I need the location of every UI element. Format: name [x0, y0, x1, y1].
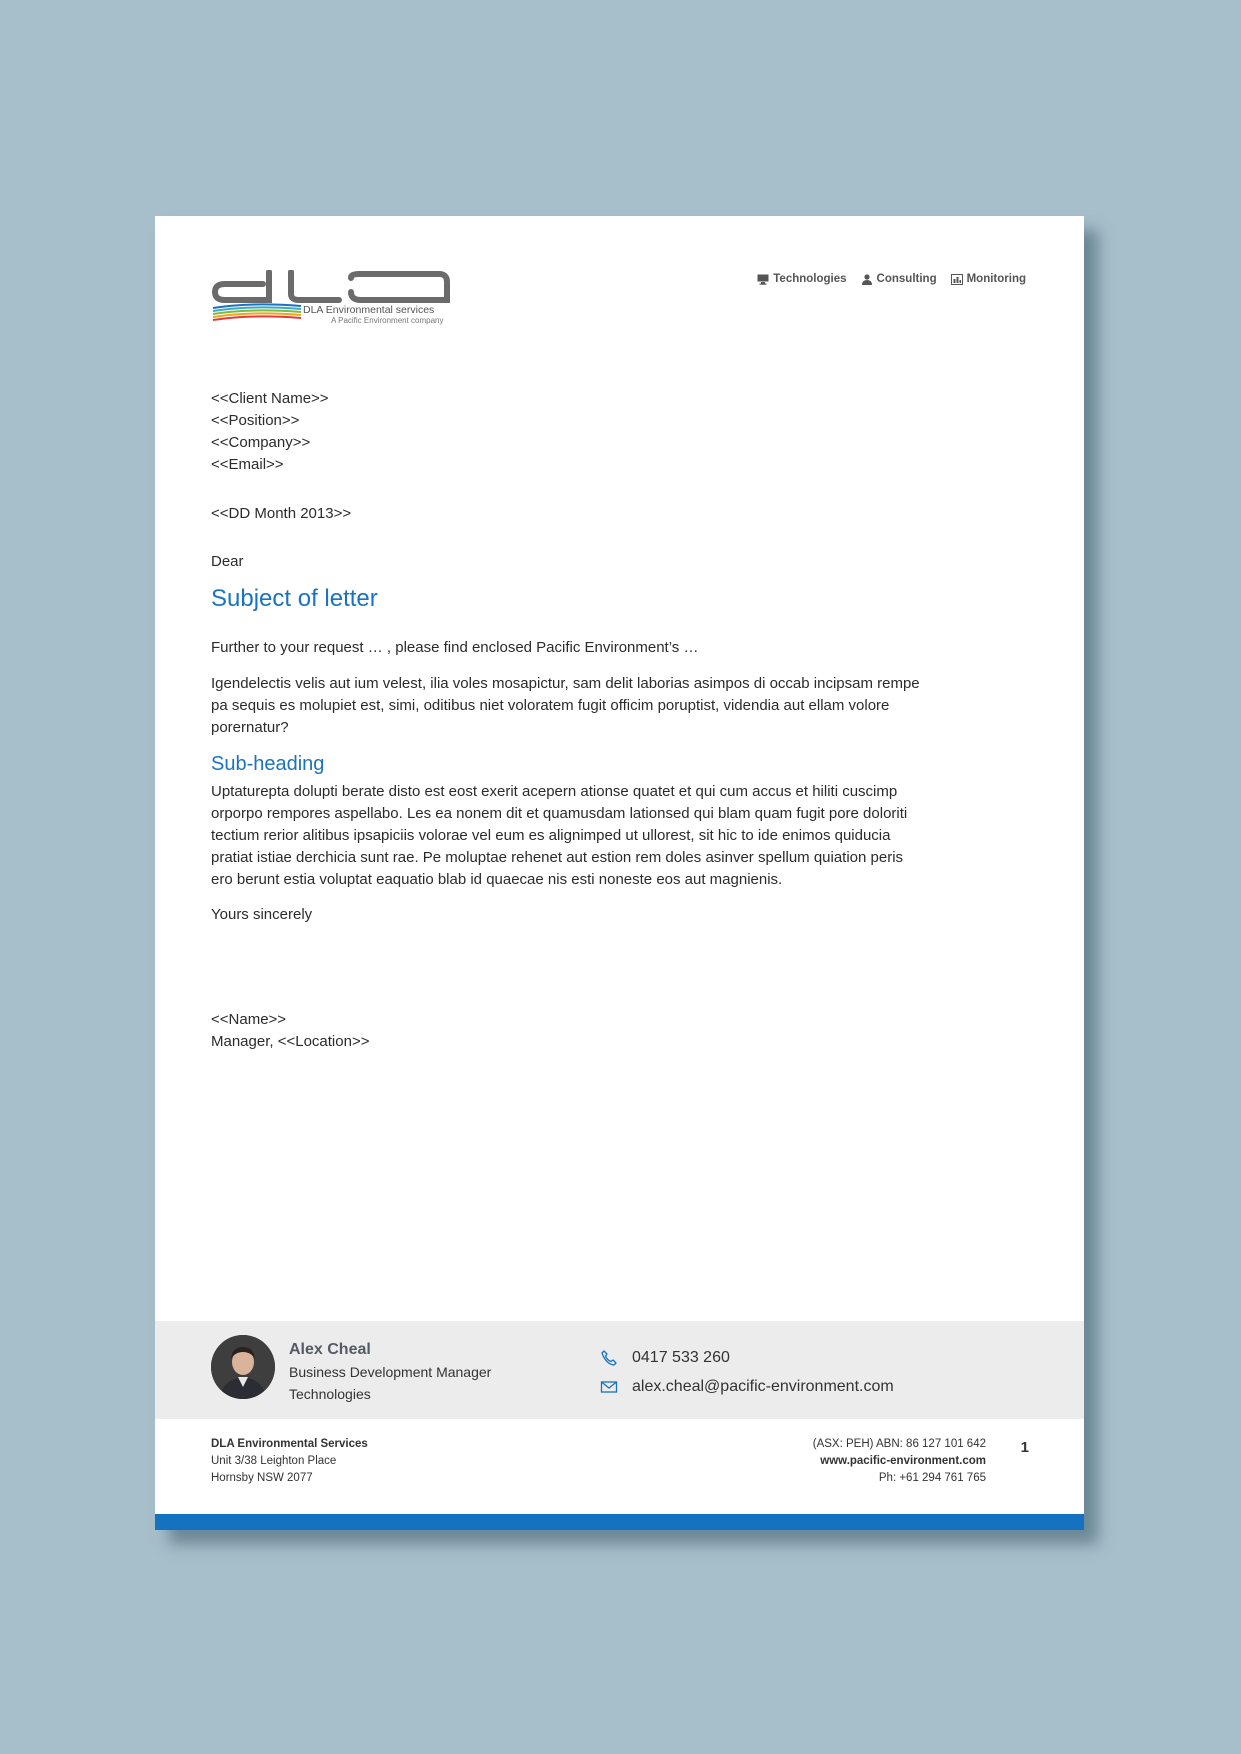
- nav-label: Monitoring: [966, 273, 1026, 285]
- service-nav: [757, 273, 1026, 285]
- chart-icon: [951, 274, 963, 285]
- contact-name: Alex Cheal: [289, 1341, 371, 1358]
- envelope-icon: [600, 1378, 618, 1396]
- contact-details: [600, 1343, 894, 1401]
- contact-person: [289, 1339, 491, 1405]
- contact-email[interactable]: alex.cheal@pacific-environment.com: [632, 1377, 894, 1395]
- contact-phone-row: [600, 1343, 894, 1372]
- signature-name: <<Name>>: [211, 1011, 287, 1028]
- page-number: 1: [1020, 1439, 1029, 1456]
- letter-content: [211, 388, 921, 1053]
- person-icon: [861, 274, 873, 285]
- contact-department: Technologies: [289, 1386, 371, 1402]
- sub-heading: Sub-heading: [211, 753, 325, 775]
- nav-item-monitoring[interactable]: [951, 273, 1026, 285]
- contact-band: [155, 1321, 1084, 1419]
- nav-label: Consulting: [876, 273, 937, 285]
- logo-tagline: DLA Environmental services: [303, 304, 435, 316]
- signature-title: Manager, <<Location>>: [211, 1033, 370, 1050]
- letter-date: <<DD Month 2013>>: [211, 505, 352, 522]
- footer-accent-bar: [155, 1514, 1084, 1530]
- footer-website[interactable]: www.pacific-environment.com: [820, 1455, 986, 1467]
- letter-subject: Subject of letter: [211, 585, 378, 612]
- footer-address: [211, 1436, 368, 1487]
- contact-role: Business Development Manager: [289, 1364, 492, 1380]
- recipient-position: <<Position>>: [211, 412, 300, 429]
- contact-email-row: [600, 1372, 894, 1401]
- footer-company: DLA Environmental Services: [211, 1438, 368, 1450]
- letter-page: [155, 216, 1084, 1530]
- paragraph-intro: Further to your request … , please find enclosed Pacific Environment’s …: [211, 639, 699, 656]
- closing: Yours sincerely: [211, 906, 313, 923]
- nav-item-consulting[interactable]: [861, 273, 937, 285]
- recipient-company: <<Company>>: [211, 434, 311, 451]
- recipient-name: <<Client Name>>: [211, 390, 329, 407]
- logo-subtagline: A Pacific Environment company: [331, 316, 444, 325]
- footer-phone: Ph: +61 294 761 765: [878, 1472, 986, 1484]
- footer-details: [813, 1436, 986, 1487]
- footer-address-line1: Unit 3/38 Leighton Place: [211, 1455, 337, 1467]
- recipient-address: [211, 388, 921, 476]
- contact-phone[interactable]: 0417 533 260: [632, 1348, 730, 1366]
- paragraph-body: Igendelectis velis aut ium velest, ilia voles mosapictur, sam delit laborias asimpos di occab incipsam rempe pa sequis es molupiet est, simi, oditibus niet voloratem fugit officim poruptist, videndia aut ellam volore porernatur?: [211, 675, 920, 736]
- nav-label: Technologies: [773, 273, 847, 285]
- monitor-icon: [757, 274, 769, 285]
- phone-icon: [600, 1349, 618, 1367]
- company-logo: [211, 270, 451, 330]
- avatar: [211, 1335, 275, 1399]
- footer-address-line2: Hornsby NSW 2077: [211, 1472, 313, 1484]
- paragraph-sub: Uptaturepta dolupti berate disto est eost exerit acepern ationse quatet et qui cum accus et hiliti cuscimp orporpo rempores aspellabo. Les ea nonem dit et quamusdam lationsed qui blam quam fugit pore doloriti tectium rerior alitibus ipsapiciis volorae vel eum es alignimped ut ullorest, sit hic to ide enimos quiducia pratiat istiae derchicia sunt rae. Pe moluptae rehenet aut estion rem doles asinver spellum quiation peris ero berunt estia voluptat eaquatio blab id quaecae nis esti noneste eos aut magnienis.: [211, 783, 908, 888]
- recipient-email: <<Email>>: [211, 456, 284, 473]
- footer-abn: (ASX: PEH) ABN: 86 127 101 642: [812, 1438, 986, 1450]
- nav-item-technologies[interactable]: [757, 273, 846, 285]
- salutation: Dear: [211, 553, 244, 570]
